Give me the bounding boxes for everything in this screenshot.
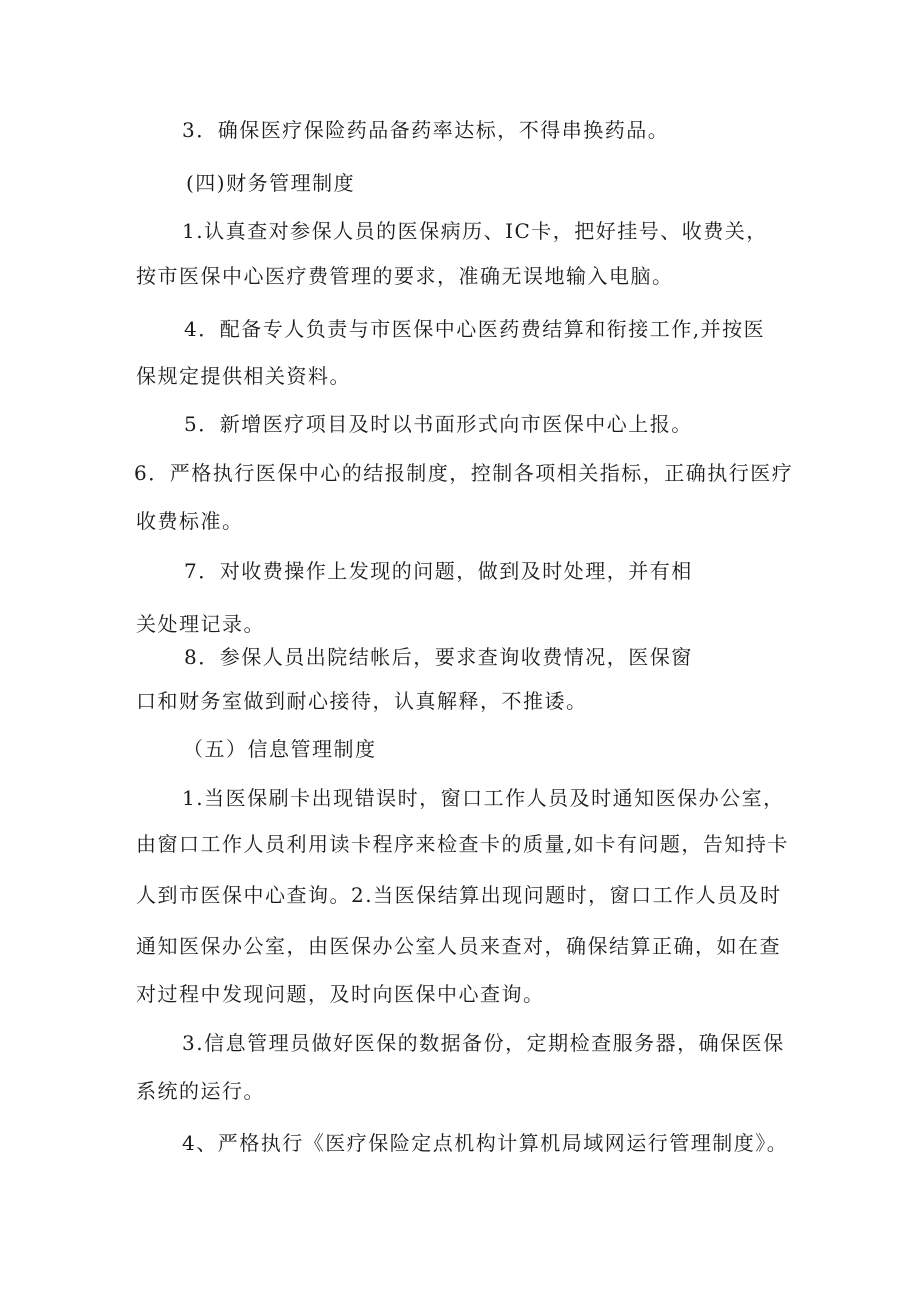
paragraph-line: 6．严格执行医保中心的结报制度，控制各项相关指标，正确执行医疗 — [134, 461, 794, 485]
section-heading: （五）信息管理制度 — [183, 737, 377, 761]
paragraph-line: 收费标准。 — [136, 509, 244, 533]
paragraph-line: 7．对收费操作上发现的问题，做到及时处理，并有相 — [184, 559, 693, 583]
paragraph-line: 保规定提供相关资料。 — [136, 364, 351, 388]
paragraph-line: 1.认真查对参保人员的医保病历、IC卡，把好挂号、收费关， — [182, 219, 768, 243]
paragraph-line: 关处理记录。 — [136, 612, 265, 636]
paragraph-line: 3.信息管理员做好医保的数据备份，定期检查服务器，确保医保 — [182, 1031, 785, 1055]
paragraph-line: 通知医保办公室，由医保办公室人员来查对，确保结算正确，如在查 — [136, 934, 781, 958]
paragraph-line: 系统的运行。 — [136, 1079, 265, 1103]
paragraph-line: 口和财务室做到耐心接待，认真解释，不推诿。 — [136, 689, 588, 713]
paragraph-line: 4、严格执行《医疗保险定点机构计算机局域网运行管理制度》。 — [182, 1131, 789, 1155]
paragraph-line: 8．参保人员出院结帐后，要求查询收费情况，医保窗 — [184, 645, 693, 669]
paragraph-line: 3．确保医疗保险药品备药率达标，不得串换药品。 — [182, 118, 670, 142]
paragraph-line: 1.当医保刷卡出现错误时，窗口工作人员及时通知医保办公室， — [182, 786, 785, 810]
paragraph-line: 人到市医保中心查询。2.当医保结算出现问题时，窗口工作人员及时 — [136, 883, 782, 907]
paragraph-line: 5．新增医疗项目及时以书面形式向市医保中心上报。 — [184, 412, 693, 436]
paragraph-line: 按市医保中心医疗费管理的要求，准确无误地输入电脑。 — [136, 264, 674, 288]
paragraph-line: 由窗口工作人员利用读卡程序来检查卡的质量,如卡有问题，告知持卡 — [136, 832, 789, 856]
paragraph-line: 对过程中发现问题，及时向医保中心查询。 — [136, 982, 545, 1006]
section-heading: (四)财务管理制度 — [186, 171, 356, 195]
paragraph-line: 4．配备专人负责与市医保中心医药费结算和衔接工作,并按医 — [184, 317, 766, 341]
